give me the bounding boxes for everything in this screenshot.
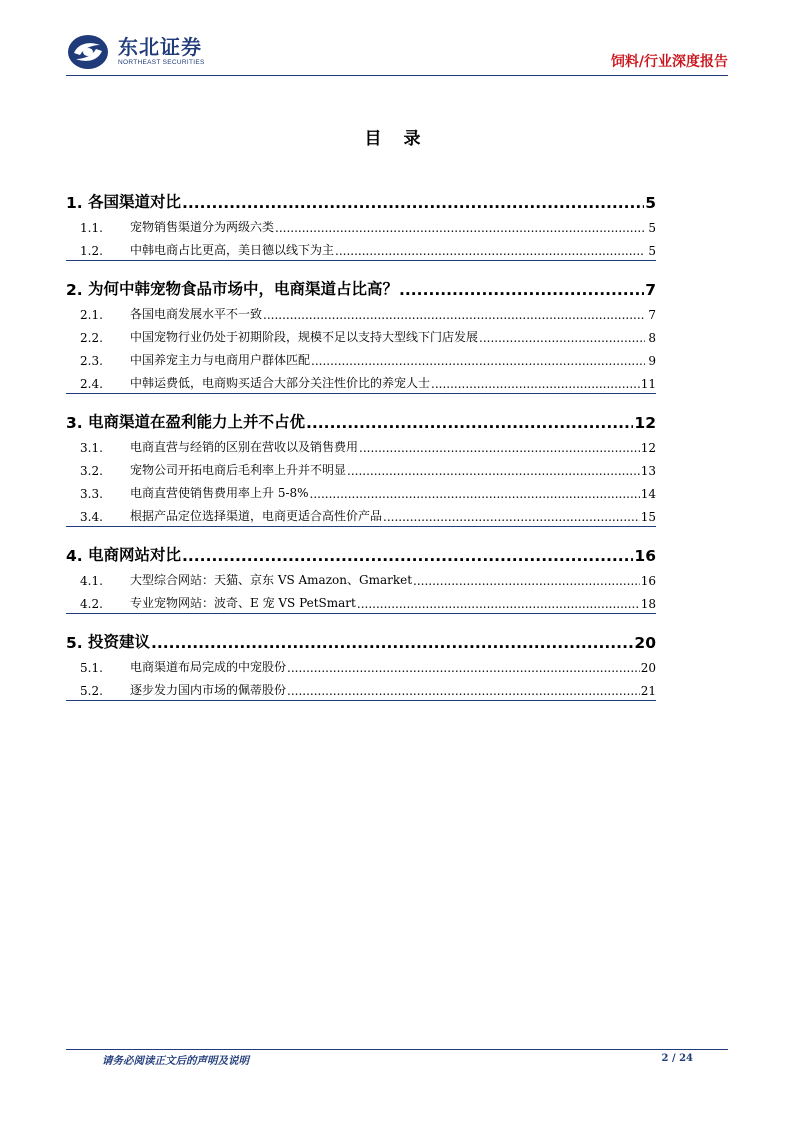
toc-leader-dots [413,574,640,588]
toc-section-number: 2. [66,281,83,299]
report-type: 饲料/行业深度报告 [610,54,728,70]
toc-subsection-number: 5.2. [80,684,103,698]
toc-section [66,622,656,701]
toc-entry-level2[interactable] [66,212,656,235]
toc-section-title: 电商网站对比 [88,546,182,564]
toc-subsection-page: 12 [640,441,656,455]
toc-section-title: 电商渠道在盈利能力上并不占优 [88,413,306,431]
toc-subsection-page: 15 [640,510,656,524]
toc-subsection-title: 宠物公司开拓电商后毛利率上升并不明显 [130,463,347,477]
footer-divider [66,1049,728,1050]
toc-section-page: 7 [645,281,656,299]
toc-subsection-page: 18 [640,597,656,611]
toc-subsection-page: 5 [648,244,656,258]
toc-entry-level1[interactable] [66,535,656,565]
toc-subsection-number: 4.1. [80,574,103,588]
toc-subsection-number: 2.2. [80,331,103,345]
toc-leader-dots [182,194,644,212]
toc-subsection-number: 2.3. [80,354,103,368]
toc-subsection-number: 3.1. [80,441,103,455]
toc-subsection-number: 1.2. [80,244,103,258]
toc-section [66,535,656,614]
table-of-contents [66,182,656,709]
toc-entry-level2[interactable] [66,455,656,478]
toc-subsection-number: 3.4. [80,510,103,524]
toc-entry-level2[interactable] [66,652,656,675]
toc-section-title: 为何中韩宠物食品市场中，电商渠道占比高？ [88,280,399,298]
toc-section-number: 3. [66,414,83,432]
toc-entry-level2[interactable] [66,368,656,391]
toc-subsection-title: 专业宠物网站：波奇、E 宠 VS PetSmart [130,596,356,610]
toc-subsection-title: 电商渠道布局完成的中宠股份 [130,660,287,674]
toc-entry-level2[interactable] [66,565,656,588]
toc-entry-level2[interactable] [66,235,656,258]
toc-leader-dots [479,331,645,345]
company-name-cn: 东北证券 [118,35,202,59]
toc-subsection-page: 21 [640,684,656,698]
toc-subsection-page: 20 [640,661,656,675]
toc-subsection-title: 电商直营与经销的区别在营收以及销售费用 [130,440,359,454]
toc-leader-dots [182,547,633,565]
toc-title: 目 录 [364,129,429,149]
toc-section-page: 20 [634,634,656,652]
footer-disclaimer: 请务必阅读正文后的声明及说明 [102,1055,249,1067]
toc-entry-level2[interactable] [66,432,656,455]
toc-subsection-title: 电商直营使销售费用率上升 5-8% [130,486,309,500]
toc-subsection-page: 5 [648,221,656,235]
toc-subsection-page: 9 [648,354,656,368]
toc-leader-dots [151,634,633,652]
toc-subsection-title: 中国养宠主力与电商用户群体匹配 [130,353,311,367]
toc-entry-level2[interactable] [66,322,656,345]
toc-section-page: 12 [634,414,656,432]
toc-entry-level2[interactable] [66,478,656,501]
toc-leader-dots [335,244,645,258]
toc-entry-level2[interactable] [66,675,656,698]
toc-leader-dots [431,377,640,391]
toc-subsection-title: 中国宠物行业仍处于初期阶段，规模不足以支持大型线下门店发展 [130,330,479,344]
toc-leader-dots [311,354,645,368]
toc-entry-level1[interactable] [66,269,656,299]
toc-entry-level2[interactable] [66,588,656,611]
toc-section [66,269,656,394]
toc-subsection-title: 逐步发力国内市场的佩蒂股份 [130,683,287,697]
company-logo-icon [66,33,110,71]
page-header [66,33,728,73]
toc-leader-dots [399,281,644,299]
toc-section-number: 4. [66,547,83,565]
toc-entry-level2[interactable] [66,345,656,368]
toc-section-number: 5. [66,634,83,652]
toc-subsection-number: 2.1. [80,308,103,322]
toc-leader-dots [347,464,640,478]
toc-leader-dots [287,661,640,675]
toc-subsection-page: 14 [640,487,656,501]
toc-section-number: 1. [66,194,83,212]
toc-subsection-page: 11 [640,377,656,391]
toc-leader-dots [263,308,645,322]
toc-entry-level2[interactable] [66,501,656,524]
toc-leader-dots [359,441,640,455]
toc-entry-level1[interactable] [66,182,656,212]
company-name-en: NORTHEAST SECURITIES [118,59,205,66]
toc-subsection-title: 大型综合网站：天猫、京东 VS Amazon、Gmarket [130,573,413,587]
header-divider [66,75,728,76]
toc-section [66,402,656,527]
toc-subsection-title: 宠物销售渠道分为两级六类 [130,220,275,234]
toc-leader-dots [383,510,640,524]
toc-subsection-page: 13 [640,464,656,478]
toc-entry-level1[interactable] [66,402,656,432]
toc-section-page: 16 [634,547,656,565]
toc-subsection-title: 各国电商发展水平不一致 [130,307,263,321]
toc-subsection-page: 8 [648,331,656,345]
toc-leader-dots [310,487,640,501]
toc-leader-dots [275,221,645,235]
toc-subsection-title: 中韩运费低，电商购买适合大部分关注性价比的养宠人士 [130,376,431,390]
toc-leader-dots [287,684,640,698]
toc-entry-level2[interactable] [66,299,656,322]
toc-subsection-number: 3.3. [80,487,103,501]
toc-subsection-number: 5.1. [80,661,103,675]
toc-subsection-number: 2.4. [80,377,103,391]
toc-leader-dots [357,597,640,611]
toc-subsection-number: 4.2. [80,597,103,611]
toc-subsection-page: 7 [648,308,656,322]
toc-leader-dots [306,414,633,432]
toc-subsection-number: 3.2. [80,464,103,478]
toc-entry-level1[interactable] [66,622,656,652]
page-number: 2 / 24 [661,1053,693,1064]
toc-section [66,182,656,261]
toc-section-page: 5 [645,194,656,212]
toc-subsection-number: 1.1. [80,221,103,235]
toc-section-title: 投资建议 [88,633,151,651]
toc-subsection-page: 16 [640,574,656,588]
toc-section-title: 各国渠道对比 [88,193,182,211]
toc-subsection-title: 根据产品定位选择渠道，电商更适合高性价产品 [130,509,383,523]
company-logo [66,33,205,71]
toc-subsection-title: 中韩电商占比更高，美日德以线下为主 [130,243,335,257]
